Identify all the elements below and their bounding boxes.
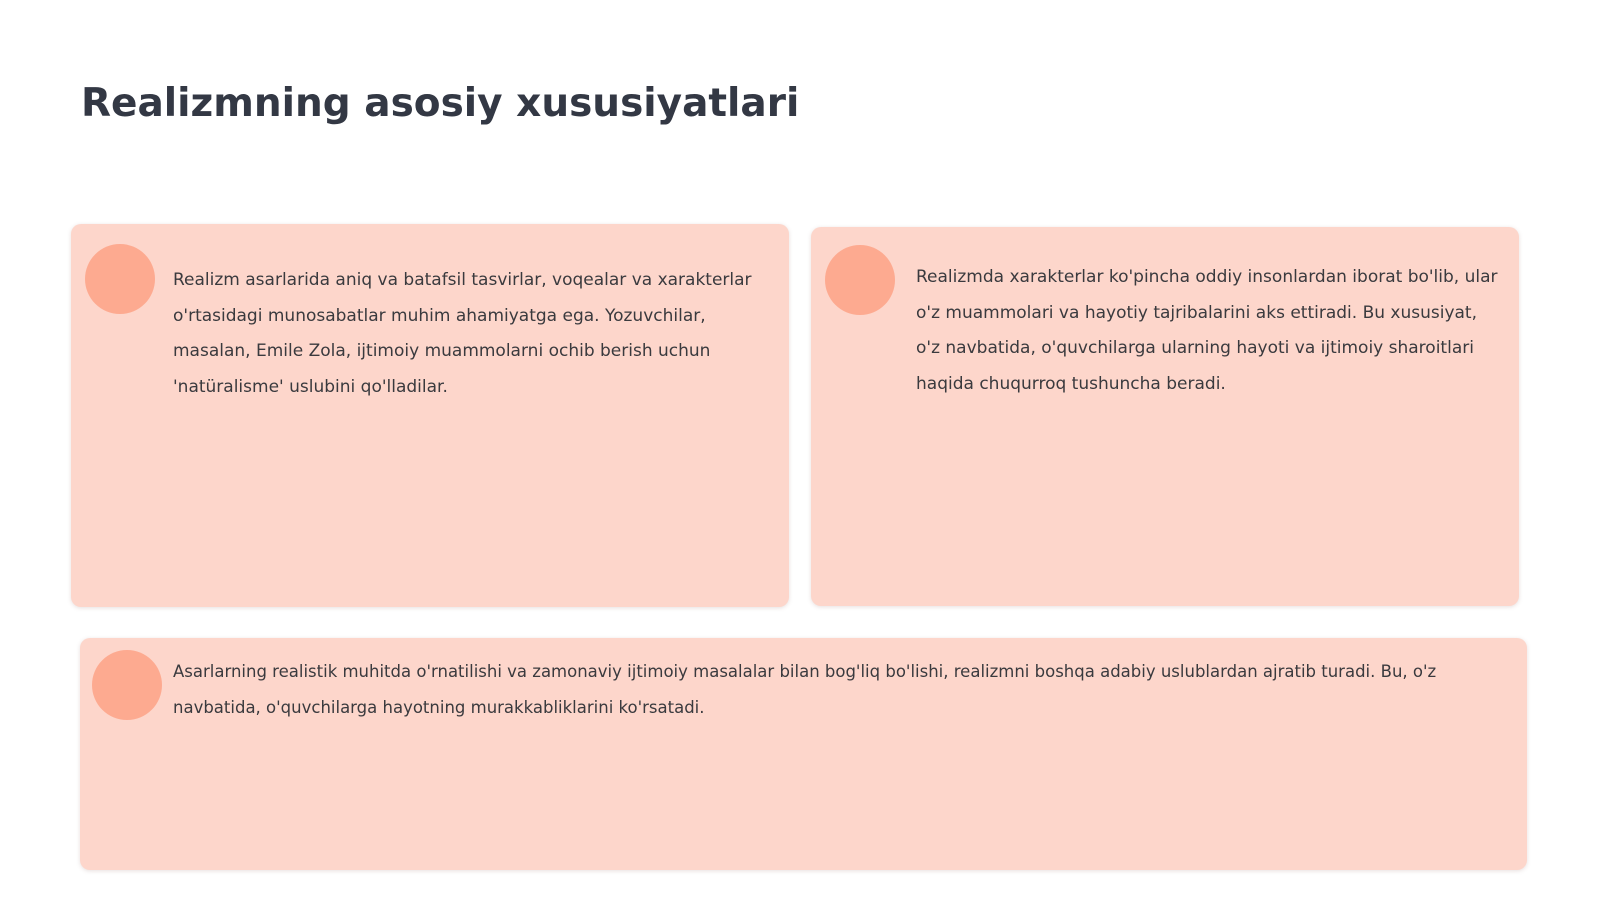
feature-card-text: Realizmda xarakterlar ko'pincha oddiy insonlardan iborat bo'lib, ular o'z muammolari va hayotiy tajribalarini aks ettiradi. Bu xususiyat, o'z navbatida, o'quvchilarga ularning hayoti va ijtimoiy sharoitlari haqida chuqurroq tushuncha beradi.	[916, 267, 1498, 394]
circle-bullet-icon	[825, 245, 895, 315]
feature-card-1	[71, 224, 789, 607]
slide-title: Realizmning asosiy xususiyatlari	[81, 81, 800, 126]
feature-card-text: Realizm asarlarida aniq va batafsil tasvirlar, voqealar va xarakterlar o'rtasidagi munosabatlar muhim ahamiyatga ega. Yozuvchilar, masalan, Emile Zola, ijtimoiy muammolarni ochib berish uchun 'natüralisme' uslubini qo'lladilar.	[173, 270, 752, 397]
circle-bullet-icon	[85, 244, 155, 314]
feature-card-3	[80, 638, 1527, 870]
circle-bullet-icon	[92, 650, 162, 720]
feature-card-2	[811, 227, 1519, 606]
feature-card-text: Asarlarning realistik muhitda o'rnatilishi va zamonaviy ijtimoiy masalalar bilan bog'liq bo'lishi, realizmni boshqa adabiy uslublardan ajratib turadi. Bu, o'z navbatida, o'quvchilarga hayotning murakkabliklarini ko'rsatadi.	[173, 662, 1437, 717]
